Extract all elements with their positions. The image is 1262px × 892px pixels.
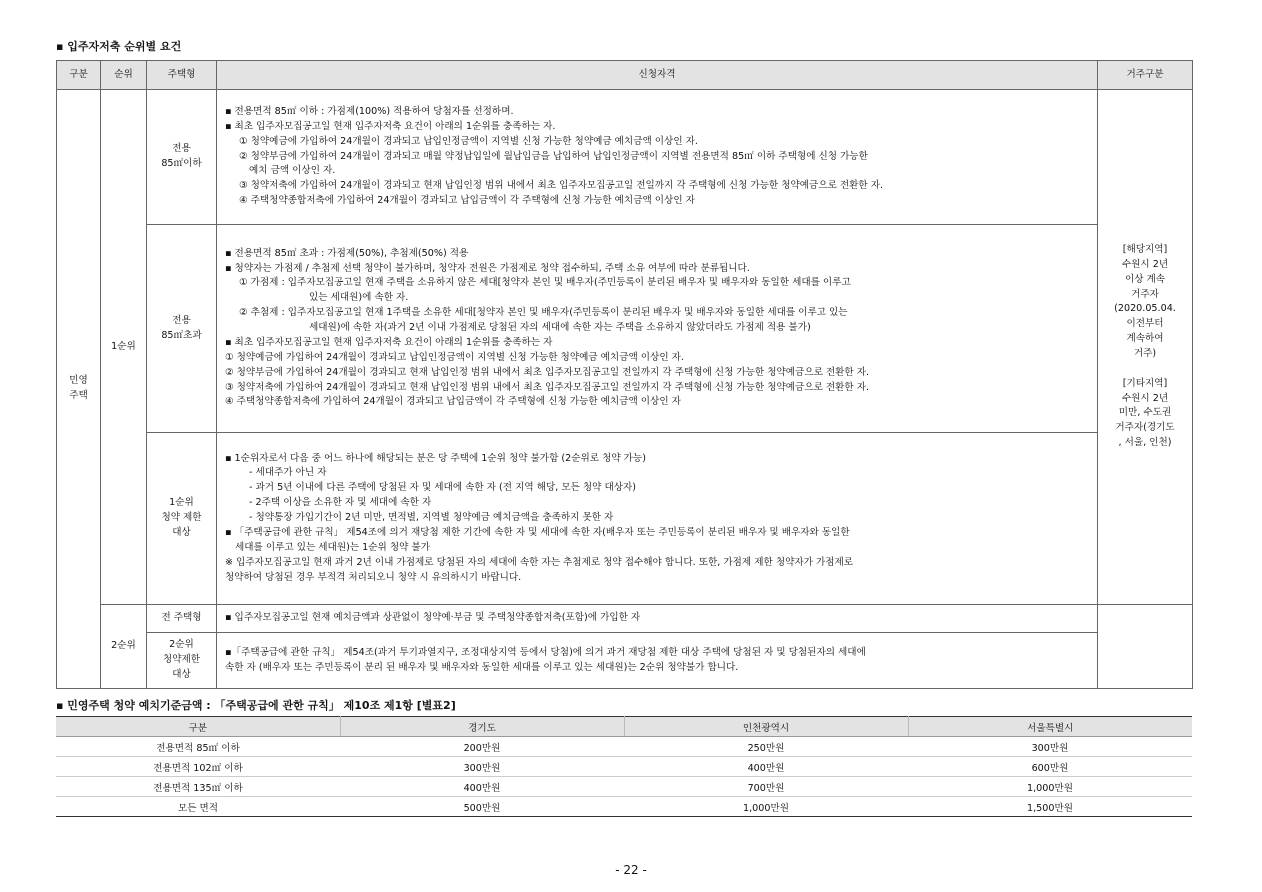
qualification-cell (217, 90, 1098, 225)
residence-cell: [해당지역] 수원시 2년 이상 계속 거주자 (2020.05.04. 이전부터 계속하여 거주) [기타지역] 수원시 2년 미만, 수도권 거주자(경기도 , 서울, 인천) (1098, 90, 1193, 605)
amount-cell: 500만원 (340, 797, 624, 817)
text-line: ① 청약예금에 가입하여 24개월이 경과되고 납입인정금액이 지역별 신청 가능한 청약예금 예치금액 이상인 자. (239, 135, 698, 147)
table-row (57, 90, 1193, 225)
housing-cell: 전용 85㎡이하 (147, 90, 217, 225)
table-row (57, 633, 1193, 689)
table-row (56, 757, 1192, 777)
text-line: - 세대주가 아닌 자 (249, 467, 327, 479)
text-line: 청약하여 당첨된 경우 부적격 처리되오니 청약 시 유의하시기 바랍니다. (225, 571, 522, 583)
header-incheon: 인천광역시 (624, 717, 908, 737)
amount-cell: 1,000만원 (624, 797, 908, 817)
header-qualification: 신청자격 (217, 61, 1098, 90)
text-line: ② 청약부금에 가입하여 24개월이 경과되고 현재 납입인정 범위 내에서 최초 입주자모집공고일 전일까지 각 주택형에 신청 가능한 청약예금으로 전환한 자. (225, 366, 870, 378)
amount-cell: 600만원 (908, 757, 1192, 777)
text-line: 세대원)에 속한 자(과거 2년 이내 가점제로 당첨된 자의 세대에 속한 자는 주택을 소유하지 않았더라도 가점제 적용 불가) (309, 322, 811, 334)
text-line: ▪「주택공급에 관한 규칙」 제54조(과거 투기과열지구, 조정대상지역 등에서 당첨)에 의거 과거 재당첨 제한 대상 주택에 당첨된 자 및 당첨된자의 세대에 (225, 646, 866, 658)
text-line: ① 청약예금에 가입하여 24개월이 경과되고 납입인정금액이 지역별 신청 가능한 청약예금 예치금액 이상인 자. (225, 351, 684, 363)
table-row (57, 433, 1193, 605)
type-cell: 민영 주택 (57, 90, 101, 689)
text-line: 세대를 이루고 있는 세대원)는 1순위 청약 불가 (235, 541, 430, 553)
area-cell: 전용면적 102㎡ 이하 (56, 757, 340, 777)
text-line: ▪ 최초 입주자모집공고일 현재 입주자저축 요건이 아래의 1순위를 충족하는 자. (225, 120, 556, 132)
table-row (57, 605, 1193, 633)
amount-cell: 300만원 (340, 757, 624, 777)
area-cell: 전용면적 135㎡ 이하 (56, 777, 340, 797)
qualification-cell (217, 225, 1098, 433)
amount-cell: 250만원 (624, 737, 908, 757)
header-rank: 순위 (101, 61, 147, 90)
area-cell: 모든 면적 (56, 797, 340, 817)
table-header-row (56, 717, 1192, 737)
amount-cell: 300만원 (908, 737, 1192, 757)
housing-cell: 1순위 청약 제한 대상 (147, 433, 217, 605)
text-line: - 청약통장 가입기간이 2년 미만, 면적별, 지역별 청약예금 예치금액을 충족하지 못한 자 (249, 512, 614, 524)
text-line: 있는 세대원)에 속한 자. (309, 292, 409, 304)
area-cell: 전용면적 85㎡ 이하 (56, 737, 340, 757)
text-line: 속한 자 (배우자 또는 주민등록이 분리 된 배우자 및 배우자와 동일한 세대를 이루고 있는 세대원)는 2순위 청약불가 합니다. (225, 661, 739, 673)
text-line: ② 추첨제 : 입주자모집공고일 현재 1주택을 소유한 세대[청약자 본인 및 배우자(주민등록이 분리된 배우자 및 배우자와 동일한 세대를 이루고 있는 (239, 307, 848, 319)
table-row (57, 225, 1193, 433)
housing-cell: 2순위 청약제한 대상 (147, 633, 217, 689)
text-line: 예치 금액 이상인 자. (249, 165, 336, 177)
text-line: ▪ 청약자는 가점제 / 추첨제 선택 청약이 불가하며, 청약자 전원은 가점제로 청약 접수하되, 주택 소유 여부에 따라 분류됩니다. (225, 262, 750, 274)
text-line: - 2주택 이상을 소유한 자 및 세대에 속한 자 (249, 497, 432, 509)
rank1-cell: 1순위 (101, 90, 147, 605)
table-row (56, 777, 1192, 797)
text-line: ▪ 전용면적 85㎡ 이하 : 가점제(100%) 적용하여 당첨자를 선정하며. (225, 105, 514, 117)
text-line: ▪ 입주자모집공고일 현재 예치금액과 상관없이 청약예·부금 및 주택청약종합저축(포함)에 가입한 자 (225, 612, 641, 624)
text-line: ② 청약부금에 가입하여 24개월이 경과되고 매월 약정납입일에 월납입금을 납입하여 납입인정금액이 지역별 전용면적 85㎡ 이하 주택형에 신청 가능한 (239, 150, 868, 162)
amount-cell: 400만원 (624, 757, 908, 777)
amount-cell: 1,000만원 (908, 777, 1192, 797)
text-line: ▪ 전용면적 85㎡ 초과 : 가점제(50%), 추첨제(50%) 적용 (225, 247, 469, 259)
page-number: - 22 - (615, 863, 647, 877)
qualification-cell (217, 605, 1098, 633)
table-row (56, 797, 1192, 817)
text-line: - 과거 5년 이내에 다른 주택에 당첨된 자 및 세대에 속한 자 (전 지역 해당, 모든 청약 대상자) (249, 482, 637, 494)
header-gyeonggi: 경기도 (340, 717, 624, 737)
ranking-requirements-table (56, 60, 1193, 689)
housing-cell: 전 주택형 (147, 605, 217, 633)
section-title-ranking: ▪ 입주자저축 순위별 요건 (56, 40, 182, 53)
table-row (56, 737, 1192, 757)
housing-cell: 전용 85㎡초과 (147, 225, 217, 433)
qualification-cell (217, 433, 1098, 605)
text-line: ③ 청약저축에 가입하여 24개월이 경과되고 현재 납입인정 범위 내에서 최초 입주자모집공고일 전일까지 각 주택형에 신청 가능한 청약예금으로 전환한 자. (225, 381, 870, 393)
text-line: ③ 청약저축에 가입하여 24개월이 경과되고 현재 납입인정 범위 내에서 최초 입주자모집공고일 전일까지 각 주택형에 신청 가능한 청약예금으로 전환한 자. (239, 180, 884, 192)
header-residence: 거주구분 (1098, 61, 1193, 90)
text-line: ▪ 1순위자로서 다음 중 어느 하나에 해당되는 분은 당 주택에 1순위 청약 불가함 (2순위로 청약 가능) (225, 452, 646, 464)
deposit-standard-table (56, 716, 1192, 817)
header-housing: 주택형 (147, 61, 217, 90)
header-seoul: 서울특별시 (908, 717, 1192, 737)
amount-cell: 1,500만원 (908, 797, 1192, 817)
amount-cell: 200만원 (340, 737, 624, 757)
text-line: ▪ 「주택공급에 관한 규칙」 제54조에 의거 재당첨 제한 기간에 속한 자 및 세대에 속한 자(배우자 또는 주민등록이 분리된 배우자 및 배우자와 동일한 (225, 526, 850, 538)
rank2-cell: 2순위 (101, 605, 147, 689)
table-header-row (57, 61, 1193, 90)
header-category: 구분 (56, 717, 340, 737)
amount-cell: 400만원 (340, 777, 624, 797)
residence-empty-cell (1098, 605, 1193, 689)
header-type: 구분 (57, 61, 101, 90)
text-line: ④ 주택청약종합저축에 가입하여 24개월이 경과되고 납입금액이 각 주택형에 신청 가능한 예치금액 이상인 자 (239, 195, 695, 207)
amount-cell: 700만원 (624, 777, 908, 797)
section-title-deposit: ▪ 민영주택 청약 예치기준금액 : 「주택공급에 관한 규칙」 제10조 제1항 [별표2] (56, 699, 456, 712)
text-line: ④ 주택청약종합저축에 가입하여 24개월이 경과되고 납입금액이 각 주택형에 신청 가능한 예치금액 이상인 자 (225, 396, 681, 408)
qualification-cell (217, 633, 1098, 689)
text-line: ▪ 최초 입주자모집공고일 현재 입주자저축 요건이 아래의 1순위를 충족하는 자 (225, 336, 553, 348)
text-line: ※ 입주자모집공고일 현재 과거 2년 이내 가점제로 당첨된 자의 세대에 속한 자는 추첨제로 청약 접수해야 합니다. 또한, 가점제 제한 청약자가 가점제로 (225, 556, 854, 568)
text-line: ① 가점제 : 입주자모집공고일 현재 주택을 소유하지 않은 세대[청약자 본인 및 배우자(주민등록이 분리된 배우자 및 배우자와 동일한 세대를 이루고 (239, 277, 851, 289)
